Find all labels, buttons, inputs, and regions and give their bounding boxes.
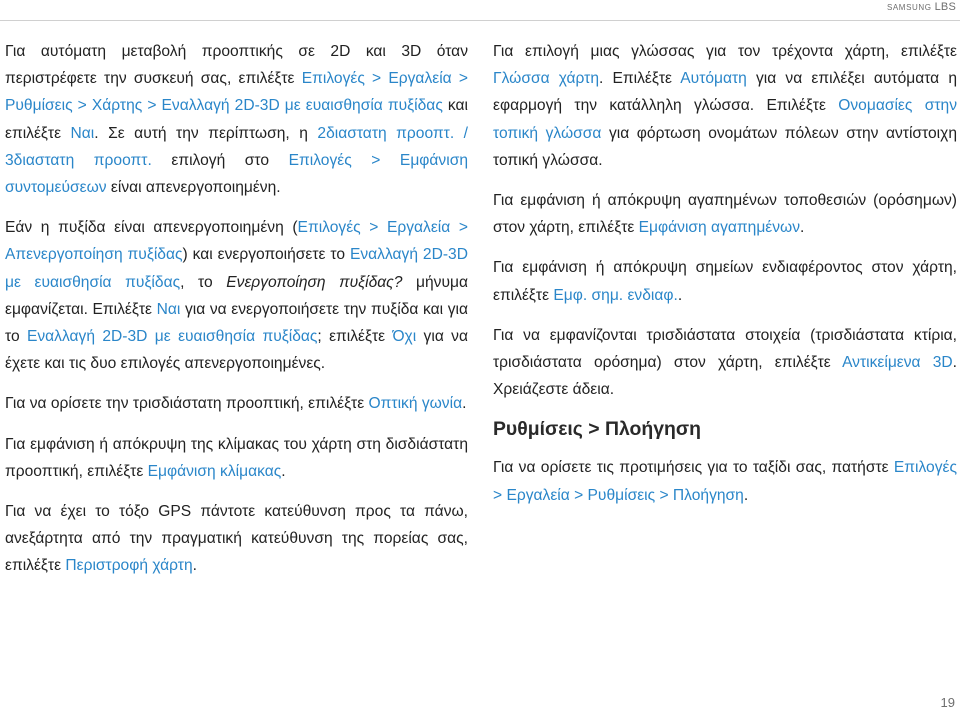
menu-path-text: Επιλογές > Εργαλεία > Ρυθμίσεις > Πλοήγηση — [493, 459, 957, 504]
body-text: για φόρτωση ονομάτων πόλεων στην αντίστοιχη τοπική γλώσσα. — [493, 124, 957, 169]
paragraph — [493, 454, 957, 508]
menu-path-text: Επιλογές > Εργαλεία > Απενεργοποίηση πυξίδας — [5, 219, 468, 264]
body-text: ; επιλέξτε — [317, 328, 393, 346]
body-text: , το — [180, 273, 227, 291]
body-text: Για αυτόματη μεταβολή προοπτικής σε 2D και 3D όταν περιστρέφετε την συσκευή σας, επιλέξτε — [5, 43, 468, 88]
menu-path-text: Όχι — [392, 328, 417, 346]
body-text: . — [743, 486, 749, 504]
menu-path-text: Οπτική γωνία — [368, 395, 463, 413]
body-text: . Επιλέξτε — [599, 70, 681, 88]
paragraph — [493, 322, 957, 404]
menu-path-text: Εναλλαγή 2D-3D με ευαισθησία πυξίδας — [5, 246, 468, 291]
header-rule — [0, 20, 960, 21]
paragraph — [5, 431, 468, 485]
body-text: . — [281, 462, 286, 480]
body-text: . Σε αυτή την περίπτωση, η — [94, 124, 318, 142]
right-column — [493, 38, 957, 522]
body-text: Για να έχει το τόξο GPS πάντοτε κατεύθυνση προς τα πάνω, ανεξάρτητα από την πραγματική κατεύθυνση της πορείας σας, επιλέξτε — [5, 503, 468, 575]
paragraph — [5, 38, 468, 201]
menu-path-text: Επιλογές > Εμφάνιση συντομεύσεων — [5, 151, 468, 197]
body-text: . Χρειάζεστε άδεια. — [493, 354, 957, 399]
page-number: 19 — [940, 695, 955, 710]
paragraph — [5, 390, 468, 417]
menu-path-text: Εναλλαγή 2D-3D με ευαισθησία πυξίδας — [26, 328, 318, 346]
menu-path-text: Ονομασίες στην τοπική γλώσσα — [493, 97, 957, 142]
menu-path-text: Περιστροφή χάρτη — [65, 557, 193, 575]
body-text: είναι απενεργοποιημένη. — [106, 179, 281, 197]
body-text: Για εμφάνιση ή απόκρυψη σημείων ενδιαφέροντος στον χάρτη, επιλέξτε — [493, 259, 957, 304]
menu-path-text: Ναι — [156, 300, 181, 318]
body-text: . — [800, 219, 805, 237]
body-text: και επιλέξτε — [5, 97, 469, 142]
left-column — [5, 38, 468, 593]
body-text: για να επιλέξει αυτόματα η εφαρμογή την κατάλληλη γλώσσα. Επιλέξτε — [493, 70, 958, 115]
body-text: Για να ορίσετε την τρισδιάστατη προοπτική, επιλέξτε — [5, 395, 369, 413]
message-text: Ενεργοποίηση πυξίδας? — [226, 273, 403, 291]
body-text: . — [462, 395, 467, 413]
paragraph — [493, 38, 957, 174]
menu-path-text: 2διαστατη προοπτ. / 3διαστατη προοπτ. — [5, 124, 468, 169]
body-text: για να ενεργοποιήσετε την πυξίδα και για το — [5, 300, 468, 346]
body-text: Για να εμφανίζονται τρισδιάστατα στοιχεία (τρισδιάστατα κτίρια, τρισδιάστατα ορόσημα) στον χάρτη, επιλέξτε — [493, 326, 957, 372]
brand-samsung: SAMSUNG — [886, 3, 932, 12]
section-heading: Ρυθμίσεις > Πλοήγηση — [493, 418, 701, 441]
body-text: . — [192, 557, 197, 575]
menu-path-text: Εμφάνιση αγαπημένων — [638, 219, 801, 237]
body-text: Για επιλογή μιας γλώσσας για τον τρέχοντα χάρτη, επιλέξτε — [493, 43, 957, 60]
menu-path-text: Αυτόματη — [680, 70, 747, 88]
body-text: Για να ορίσετε τις προτιμήσεις για το ταξίδι σας, πατήστε — [493, 459, 894, 477]
body-text: Για εμφάνιση ή απόκρυψη αγαπημένων τοποθεσιών (ορόσημων) στον χάρτη, επιλέξτε — [493, 192, 957, 237]
body-text: για να έχετε και τις δυο επιλογές απενεργοποιημένες. — [5, 328, 468, 373]
body-text: Εάν η πυξίδα είναι απενεργοποιημένη ( — [5, 219, 298, 237]
brand-logo — [887, 1, 956, 13]
menu-path-text: Εμφ. σημ. ενδιαφ. — [553, 286, 678, 304]
paragraph — [5, 498, 468, 580]
menu-path-text: Ναι — [70, 124, 95, 142]
body-text: Για εμφάνιση ή απόκρυψη της κλίμακας του χάρτη στη δισδιάστατη προοπτική, επιλέξτε — [5, 435, 468, 480]
section-paragraph-wrap — [493, 454, 957, 508]
paragraph — [493, 254, 957, 308]
menu-path-text: Εμφάνιση κλίμακας — [147, 462, 282, 480]
body-text: μήνυμα εμφανίζεται. Επιλέξτε — [5, 273, 468, 318]
paragraph — [5, 214, 468, 377]
menu-path-text: Γλώσσα χάρτη — [493, 70, 600, 88]
right-paragraphs — [493, 38, 957, 403]
body-text: ) και ενεργοποιήσετε το — [182, 246, 350, 264]
body-text: . — [677, 286, 683, 304]
menu-path-text: Επιλογές > Εργαλεία > Ρυθμίσεις > Χάρτης > Εναλλαγή 2D-3D με ευαισθησία πυξίδας — [5, 70, 468, 115]
body-text: επιλογή στο — [151, 151, 289, 169]
menu-path-text: Αντικείμενα 3D — [842, 354, 953, 372]
brand-lbs: LBS — [934, 1, 956, 13]
paragraph — [493, 187, 957, 241]
